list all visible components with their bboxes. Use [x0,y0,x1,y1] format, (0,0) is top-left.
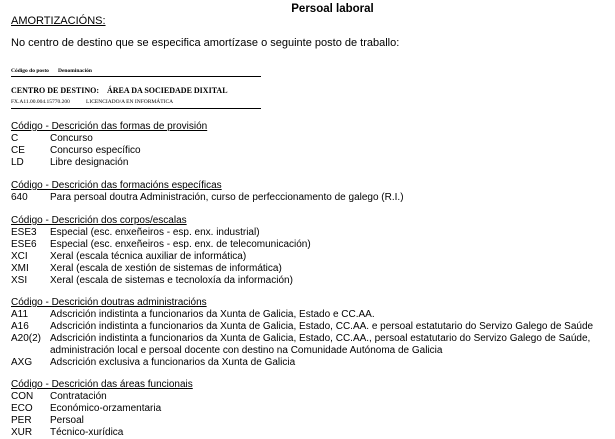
code-cell: CON [11,391,34,402]
desc-cell: Xeral (escala de sistemas e tecnoloxía da información) [50,275,293,286]
table-header-code: Código do posto [11,68,49,74]
amortizacions-heading: AMORTIZACIÓNS: [11,15,106,27]
desc-cell: Concurso [50,133,93,144]
desc-cell: Xeral (escala técnica auxiliar de informática) [50,251,247,262]
desc-cell: Persoal [50,415,84,426]
code-cell: AXG [11,357,33,368]
desc-cell: Adscrición indistinta a funcionarios da Xunta de Galicia, Estado, CC.AA., persoal estatutario do Servizo Galego de Saúde, [50,333,591,344]
code-cell: LD [11,157,24,168]
desc-cell: Especial (esc. enxeñeiros - esp. enx. de telecomunicación) [50,239,311,250]
desc-cell: Para persoal doutra Administración, curso de perfeccionamento de galego (R.I.) [50,192,404,203]
code-cell: ESE3 [11,227,37,238]
code-cell: C [11,133,19,144]
posto-code: FX.A11.00.004.15770.200 [11,99,70,105]
code-cell: A20(2) [11,333,42,344]
desc-cell: Adscrición indistinta a funcionarios da Xunta de Galicia, Estado, CC.AA. e persoal estatutario do Servizo Galego de Saúde [50,321,594,332]
desc-cell: Económico-orzamentaria [50,403,162,414]
code-cell: XSI [11,275,28,286]
table-divider [11,76,261,77]
desc-cell: Libre designación [50,157,129,168]
code-cell: XCI [11,251,28,262]
desc-cell: Contratación [50,391,107,402]
desc-cell: Adscrición indistinta a funcionarios da Xunta de Galicia, Estado e CC.AA. [50,309,375,320]
code-cell: PER [11,415,32,426]
code-cell: XUR [11,427,33,438]
code-cell: A11 [11,309,29,320]
desc-cell: Especial (esc. enxeñeiros - esp. enx. industrial) [50,227,260,238]
centro-label: CENTRO DE DESTINO: [11,86,100,95]
desc-cell: Concurso específico [50,145,141,156]
code-cell: A16 [11,321,29,332]
section-heading-provision: Código - Descrición das formas de provisión [11,121,208,132]
code-cell: ESE6 [11,239,37,250]
section-heading-formacions: Código - Descrición das formacións específicas [11,180,222,191]
page-title: Persoal laboral [291,3,374,15]
table-header-name: Denominación [58,68,92,74]
code-cell: CE [11,145,25,156]
desc-cell: Xeral (escala de xestión de sistemas de informática) [50,263,282,274]
posto-name: LICENCIADO/A EN INFORMÁTICA [86,99,174,105]
desc-cell-continued: administración local e persoal docente con destino na Comunidade Autónoma de Galicia [50,345,443,356]
desc-cell: Adscrición exclusiva a funcionarios da Xunta de Galicia [50,357,296,368]
section-heading-corpos: Código - Descrición dos corpos/escalas [11,215,187,226]
code-cell: XMI [11,263,29,274]
section-heading-areas: Código - Descrición das áreas funcionais [11,379,193,390]
table-divider-bottom [11,108,261,109]
centro-value: ÁREA DA SOCIEDADE DIXITAL [107,86,228,95]
intro-text: No centro de destino que se especifica amortízase o seguinte posto de traballo: [11,37,400,49]
code-cell: 640 [11,192,28,203]
desc-cell: Técnico-xurídica [50,427,124,438]
section-heading-administracions: Código - Descrición doutras administracións [11,297,207,308]
code-cell: ECO [11,403,33,414]
